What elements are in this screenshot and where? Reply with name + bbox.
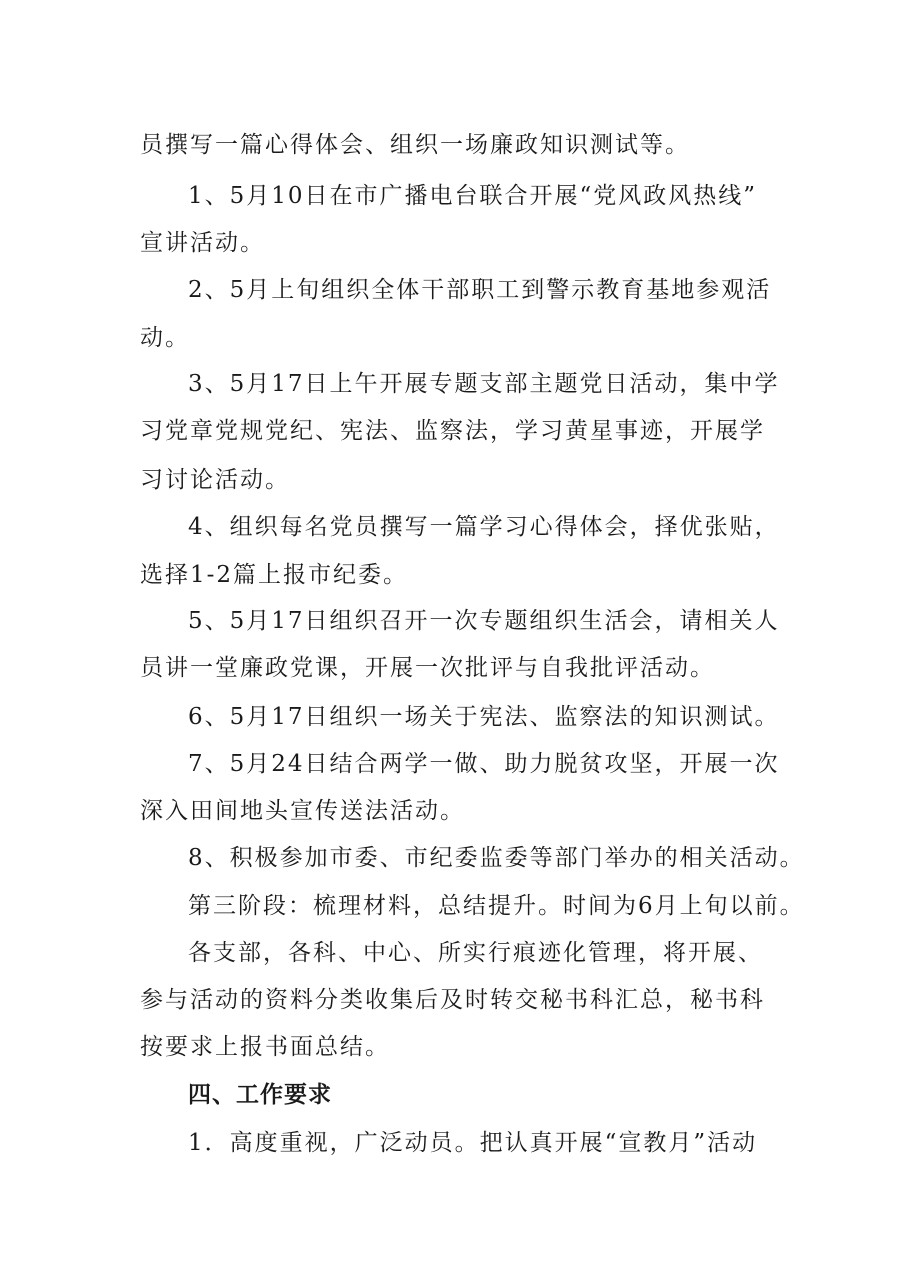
- paragraph-line: 按要求上报书面总结。: [140, 1034, 390, 1060]
- list-item-7: 7、5月24日结合两学一做、助力脱贫攻坚，开展一次: [188, 751, 780, 777]
- paragraph-line: 动。: [140, 325, 190, 351]
- stage-three-heading: 第三阶段：梳理材料，总结提升。时间为6月上旬以前。: [188, 893, 805, 919]
- paragraph-line: 员讲一堂廉政党课，开展一次批评与自我批评活动。: [140, 655, 715, 681]
- paragraph-line: 选择1-2篇上报市纪委。: [140, 562, 409, 588]
- paragraph-line: 习讨论活动。: [140, 467, 290, 493]
- paragraph-line: 员撰写一篇心得体会、组织一场廉政知识测试等。: [140, 132, 690, 158]
- list-item-1: 1、5月10日在市广播电台联合开展“党风政风热线”: [188, 183, 758, 209]
- list-item-2: 2、5月上旬组织全体干部职工到警示教育基地参观活: [188, 277, 772, 303]
- paragraph-line: 宣讲活动。: [140, 230, 265, 256]
- section-heading: 四、工作要求: [188, 1082, 332, 1108]
- list-item-8: 8、积极参加市委、市纪委监委等部门举办的相关活动。: [188, 845, 805, 871]
- list-item-3: 3、5月17日上午开展专题支部主题党日活动，集中学: [188, 371, 780, 397]
- list-item-6: 6、5月17日组织一场关于宪法、监察法的知识测试。: [188, 704, 780, 730]
- paragraph-line: 参与活动的资料分类收集后及时转交秘书科汇总，秘书科: [140, 987, 765, 1013]
- list-item-5: 5、5月17日组织召开一次专题组织生活会，请相关人: [188, 608, 780, 634]
- requirement-item-1: 1．高度重视，广泛动员。把认真开展“宣教月”活动: [188, 1130, 758, 1156]
- paragraph-line: 深入田间地头宣传送法活动。: [140, 798, 465, 824]
- paragraph-line: 各支部，各科、中心、所实行痕迹化管理，将开展、: [188, 940, 763, 966]
- paragraph-line: 习党章党规党纪、宪法、监察法，学习黄星事迹，开展学: [140, 418, 765, 444]
- list-item-4: 4、组织每名党员撰写一篇学习心得体会，择优张贴，: [188, 514, 780, 540]
